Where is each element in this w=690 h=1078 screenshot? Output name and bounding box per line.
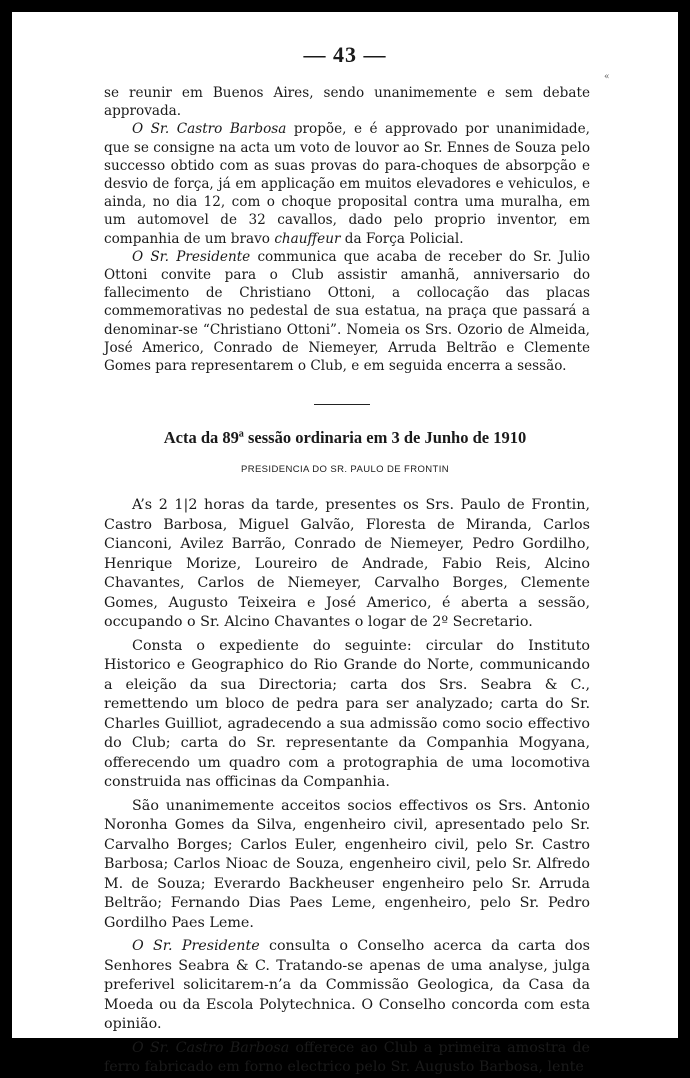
document-page (12, 12, 678, 1075)
text-run: A’s 2 1|2 horas da tarde, presentes os Srs. Paulo de Frontin, Castro Barbosa, Miguel Galvão, Floresta de Miranda, Carlos Cianconi, Avilez Barrão, Conrado de Niemeyer, Pedro Gordilho, Henrique Morize, Loureiro de Andrade, Fabio Reis, Alcino Chavantes, Carlos de Niemeyer, Carvalho Borges, Clemente Gomes, Augusto Teixeira e José Americo, é aberta a sessão, occupando o Sr. Alcino Chavantes o logar de 2º Secretario. (104, 497, 590, 630)
text-run: São unanimemente acceitos socios effectivos os Srs. Antonio Noronha Gomes da Silva, engenheiro civil, apresentado pelo Sr. Carvalho Borges; Carlos Euler, engenheiro civil, pelo Sr. Castro Barbosa; Carlos Nioac de Souza, engenheiro civil, pelo Sr. Alfredo M. de Souza; Everardo Backheuser engenheiro pelo Sr. Arruda Beltrão; Fernando Dias Paes Leme, engenheiro, pelo Sr. Pedro Gordilho Paes Leme. (104, 797, 590, 931)
paragraph (104, 248, 590, 375)
text-run: propõe, e é approvado por unanimidade, que se consigne na acta um voto de louvor ao Sr. Ennes de Souza pelo successo obtido com as suas provas do para-choques de absorpção e desvio de força, já em applicação em muitos elevadores e vehiculos, e ainda, no dia 12, com o choque proposital contra uma muralha, em um automovel de 32 cavallos, dado pelo proprio inventor, em companhia de um bravo (104, 121, 590, 247)
margin-mark: « (604, 72, 610, 82)
italic-text: O Sr. Presidente (132, 248, 251, 265)
paragraph (104, 937, 590, 1035)
italic-text: chauffeur (274, 230, 341, 247)
italic-text: O Sr. Castro Barbosa (132, 121, 287, 138)
section-divider (314, 404, 370, 405)
text-run: communica que acaba de receber do Sr. Julio Ottoni convite para o Club assistir amanhã, anniversario do fallecimento de Christiano Ottoni, a collocação das placas commemorativas no pedestal de sua estatua, na praça que passará a denominar-se “Christiano Ottoni”. Nomeia os Srs. Ozorio de Almeida, José Americo, Conrado de Niemeyer, Arruda Beltrão e Clemente Gomes para representarem o Club, e em seguida encerra a sessão. (104, 248, 590, 375)
paragraph (104, 120, 590, 247)
minutes-title: Acta da 89ª sessão ordinaria em 3 de Junho de 1910 (163, 428, 527, 447)
text-run: se reunir em Buenos Aires, sendo unanimemente e sem debate approvada. (104, 85, 590, 120)
paragraph (104, 84, 590, 120)
paragraph (104, 797, 590, 934)
minutes-body (104, 496, 590, 1078)
italic-text: O Sr. Presidente (132, 938, 260, 954)
paragraph (104, 1039, 590, 1078)
text-run: Consta o expediente do seguinte: circular do Instituto Historico e Geographico do Rio Grande do Norte, communicando a eleição da sua Directoria; carta dos Srs. Seabra & C., remettendo um bloco de pedra para ser analyzado; carta do Sr. Charles Guilliot, agradecendo a sua admissão como socio effectivo do Club; carta do Sr. representante da Companhia Mogyana, offerecendo um quadro com a protographia de uma locomotiva construida nas officinas da Companhia. (104, 637, 590, 790)
text-run: consulta o Conselho acerca da carta dos Senhores Seabra & C. Tratando-se apenas de uma analyse, julga preferivel solicitarem-n’a da Commissão Geologica, da Casa da Moeda ou da Escola Polytechnica. O Conselho concorda com esta opinião. (104, 938, 590, 1032)
italic-text: O Sr. Castro Barbosa (132, 1039, 290, 1056)
paragraph (104, 496, 590, 633)
upper-text-block (104, 84, 590, 375)
presidency-line: PRESIDENCIA DO SR. PAULO DE FRONTIN (240, 464, 450, 475)
text-run: da Força Policial. (340, 230, 464, 247)
text-run: offerece ao Club a primeira amostra de ferro fabricado em forno electrico pelo Sr. Augusto Barbosa, lente (104, 1039, 590, 1075)
page-number: — 43 — (303, 42, 387, 67)
paragraph (104, 637, 590, 793)
